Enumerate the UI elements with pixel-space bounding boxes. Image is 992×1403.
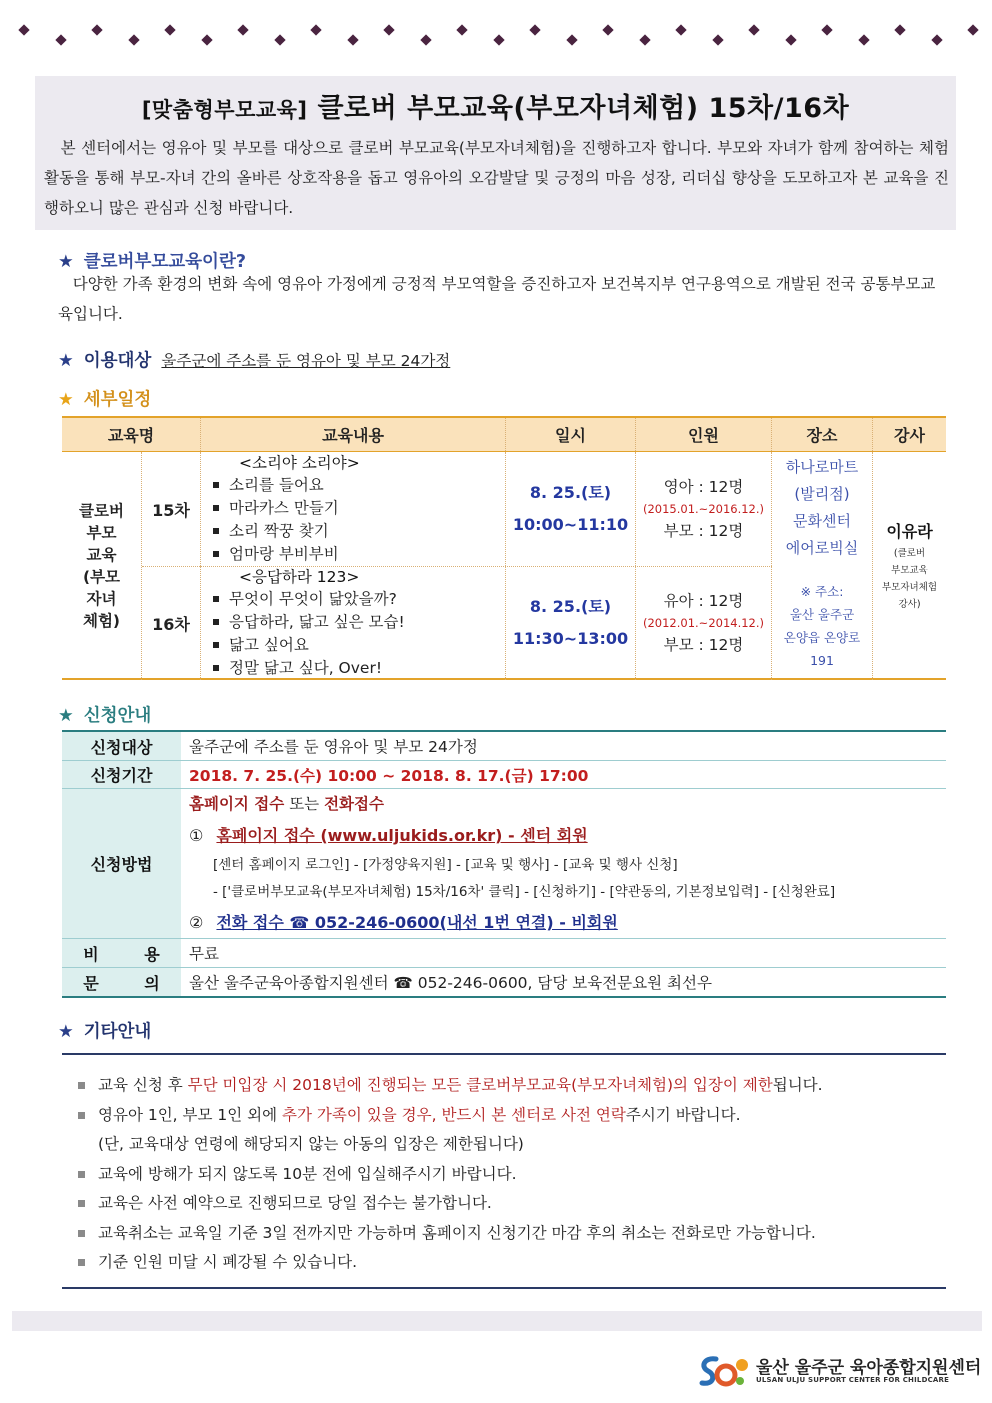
list-item: 기준 인원 미달 시 폐강될 수 있습니다. (74, 1248, 944, 1278)
about-heading: ★ 클로버부모교육이란? (58, 252, 246, 272)
list-item: 교육취소는 교육일 기준 3일 전까지만 가능하며 홈페이지 신청기간 마감 후의 취소는 전화로만 가능합니다. (74, 1219, 944, 1249)
diamond-icon (639, 34, 650, 45)
diamond-icon (128, 34, 139, 45)
session-time: 10:00~11:10 (512, 515, 629, 534)
apply-value: 무료 (189, 945, 219, 963)
col-header-place: 장소 (772, 418, 873, 451)
top-diamond-border (8, 24, 984, 44)
session-date: 8. 25.(토) (529, 597, 612, 616)
etc-heading: ★ 기타안내 (58, 1022, 152, 1042)
list-item: 교육에 방해가 되지 않도록 10분 전에 입실해주시기 바랍니다. (74, 1160, 944, 1190)
list-item: 소리를 들어요 (213, 474, 339, 497)
about-text (58, 269, 944, 329)
star-icon: ★ (58, 252, 74, 272)
list-item: 정말 닮고 싶다, Over! (213, 657, 405, 680)
birth-range: (2015.01.~2016.12.) (642, 502, 765, 516)
diamond-icon (566, 34, 577, 45)
session-round: 16차 (142, 566, 201, 680)
org-name-en: ULSAN ULJU SUPPORT CENTER FOR CHILDCARE (756, 1376, 950, 1384)
apply-label: 신청방법 (62, 789, 181, 938)
diamond-icon (383, 24, 394, 35)
diamond-icon (894, 24, 905, 35)
list-item: 마라카스 만들기 (213, 497, 339, 520)
apply-row-method (62, 789, 946, 939)
circled-one: ① (189, 826, 204, 845)
schedule-body (62, 452, 946, 680)
diamond-icon (91, 24, 102, 35)
diamond-icon (493, 34, 504, 45)
about-paragraph: 다양한 가족 환경의 변화 속에 영유아 가정에게 긍정적 부모역할을 증진하고자 보건복지부 연구용역으로 개발된 전국 공통부모교육입니다. (58, 275, 936, 323)
intro-paragraph: 본 센터에서는 영유아 및 부모를 대상으로 클로버 부모교육(부모자녀체험)을 진행하고자 합니다. 부모와 자녀가 함께 참여하는 체험활동을 통해 부모-자녀 간의 올바른 상호작용을 돕고 영유아의 오감발달 및 긍정의 마음 성장, 리더십 향상을 도모하고자 본 교육을 진행하오니 많은 관심과 신청 바랍니다. (44, 139, 950, 217)
method-online (189, 819, 946, 852)
etc-list (74, 1071, 944, 1278)
phone-apply-text: 전화 접수 ☎ 052-246-0600(내선 1번 연결) - 비회원 (216, 913, 618, 932)
target-text: 울주군에 주소를 둔 영유아 및 부모 24가정 (161, 352, 451, 370)
apply-method-value (181, 789, 946, 938)
title-main: 클로버 부모교육(부모자녀체험) 15차/16차 (317, 93, 850, 124)
diamond-icon (237, 24, 248, 35)
instructor-name: 이유라 (886, 522, 933, 541)
apply-label: 신청대상 (62, 732, 181, 760)
list-item: 교육은 사전 예약으로 진행되므로 당일 접수는 불가합니다. (74, 1189, 944, 1219)
diamond-icon (529, 24, 540, 35)
list-item: 소리 짝꿍 찾기 (213, 520, 339, 543)
star-icon: ★ (58, 351, 74, 371)
diamond-icon (347, 34, 358, 45)
diamond-icon (602, 24, 613, 35)
method-phone (189, 906, 946, 939)
apply-value: 울산 울주군육아종합지원센터 ☎ 052-246-0600, 담당 보육전문요원 최선우 (189, 974, 712, 992)
list-item: 응답하라, 닮고 싶은 모습! (213, 611, 405, 634)
session-datetime (506, 452, 636, 566)
session-people (636, 452, 772, 566)
session-round: 15차 (142, 452, 201, 566)
session-time: 11:30~13:00 (512, 629, 629, 648)
star-icon: ★ (58, 706, 74, 726)
diamond-icon (675, 24, 686, 35)
star-icon: ★ (58, 390, 74, 410)
list-item: 엄마랑 부비부비 (213, 543, 339, 566)
apply-label: 문 의 (62, 968, 181, 996)
col-header-name: 교육명 (62, 418, 201, 451)
apply-row-period (62, 761, 946, 789)
homepage-apply-link[interactable]: 홈페이지 접수 (www.uljukids.or.kr) - 센터 회원 (216, 826, 588, 845)
list-item: 닮고 싶어요 (213, 634, 405, 657)
org-name: 울산 울주군 육아종합지원센터 (756, 1358, 982, 1378)
schedule-heading: ★ 세부일정 (58, 390, 152, 410)
diamond-icon (967, 24, 978, 35)
star-icon: ★ (58, 1022, 74, 1042)
method-intro: 홈페이지 접수 또는 전화접수 (189, 795, 384, 813)
people-parent: 부모 : 12명 (663, 522, 744, 540)
session-people (636, 566, 772, 680)
program-name: 클로버 부모 교육 (부모 자녀 체험) (62, 452, 142, 680)
people-parent: 부모 : 12명 (663, 636, 744, 654)
intro-text (44, 133, 949, 223)
people-child: 유아 : 12명 (663, 592, 744, 610)
schedule-table (62, 416, 946, 680)
list-item: 교육 신청 후 무단 미입장 시 2018년에 진행되는 모든 클로버부모교육(부모자녀체험)의 입장이 제한됩니다. (74, 1071, 944, 1101)
diamond-icon (55, 34, 66, 45)
diamond-icon (274, 34, 285, 45)
diamond-icon (748, 24, 759, 35)
apply-value: 울주군에 주소를 둔 영유아 및 부모 24가정 (189, 738, 478, 756)
diamond-icon (201, 34, 212, 45)
people-child: 영아 : 12명 (663, 478, 744, 496)
diamond-icon (456, 24, 467, 35)
diamond-icon (420, 34, 431, 45)
session-datetime (506, 566, 636, 680)
circled-two: ② (189, 913, 204, 932)
target-heading: ★ 이용대상 울주군에 주소를 둔 영유아 및 부모 24가정 (58, 351, 451, 371)
session-items (213, 588, 405, 680)
list-item: 무엇이 무엇이 닮았을까? (213, 588, 405, 611)
apply-label: 비 용 (62, 939, 181, 967)
header-box (35, 76, 956, 230)
diamond-icon (821, 24, 832, 35)
apply-row-target (62, 732, 946, 761)
diamond-icon (310, 24, 321, 35)
apply-row-contact (62, 968, 946, 996)
birth-range: (2012.01.~2014.12.) (642, 616, 765, 630)
diamond-icon (858, 34, 869, 45)
org-logo (696, 1351, 982, 1391)
diamond-icon (164, 24, 175, 35)
method-steps-a: [센터 홈페이지 로그인] - [가정양육지원] - [교육 및 행사] - [교육 및 행사 신청] (213, 857, 678, 873)
page-title (35, 86, 956, 125)
list-item-note: (단, 교육대상 연령에 해당되지 않는 아동의 입장은 제한됩니다) (98, 1135, 524, 1153)
col-header-content: 교육내용 (201, 418, 506, 451)
diamond-icon (785, 34, 796, 45)
footer-band (12, 1311, 982, 1331)
session-items (213, 474, 339, 566)
apply-heading: ★ 신청안내 (58, 706, 152, 726)
place-cell: 하나로마트 (발리점) 문화센터 에어로빅실 ※ 주소: 울산 울주군 온양읍 온양로 191 (772, 452, 873, 680)
apply-row-cost (62, 939, 946, 968)
method-steps-b: - ['클로버부모교육(부모자녀체험) 15차/16차' 클릭] - [신청하기] - [약관동의, 기본정보입력] - [신청완료] (213, 884, 836, 900)
apply-table (62, 730, 946, 998)
session-content (201, 452, 506, 566)
session-content (201, 566, 506, 680)
list-item: 영유아 1인, 부모 1인 외에 추가 가족이 있을 경우, 반드시 본 센터로 사전 연락주시기 바랍니다. (74, 1101, 944, 1131)
schedule-header-row (62, 416, 946, 452)
col-header-instructor: 강사 (894, 426, 925, 445)
session-date: 8. 25.(토) (529, 483, 612, 502)
col-header-datetime: 일시 (506, 418, 636, 451)
diamond-icon (931, 34, 942, 45)
apply-period-value: 2018. 7. 25.(수) 10:00 ~ 2018. 8. 17.(금) 17:00 (189, 766, 589, 785)
etc-box (62, 1053, 946, 1289)
session-subtitle: <소리야 소리야> (239, 454, 360, 472)
session-subtitle: <응답하라 123> (239, 568, 360, 586)
session-divider (142, 566, 772, 567)
logo-mark-icon (696, 1351, 752, 1391)
title-prefix: [맞춤형부모교육] (141, 98, 308, 122)
diamond-icon (712, 34, 723, 45)
col-header-people: 인원 (636, 418, 772, 451)
apply-label: 신청기간 (62, 761, 181, 788)
instructor-cell: 이유라 (클로버 부모교육 부모자녀체험 강사) (873, 452, 946, 680)
diamond-icon (18, 24, 29, 35)
